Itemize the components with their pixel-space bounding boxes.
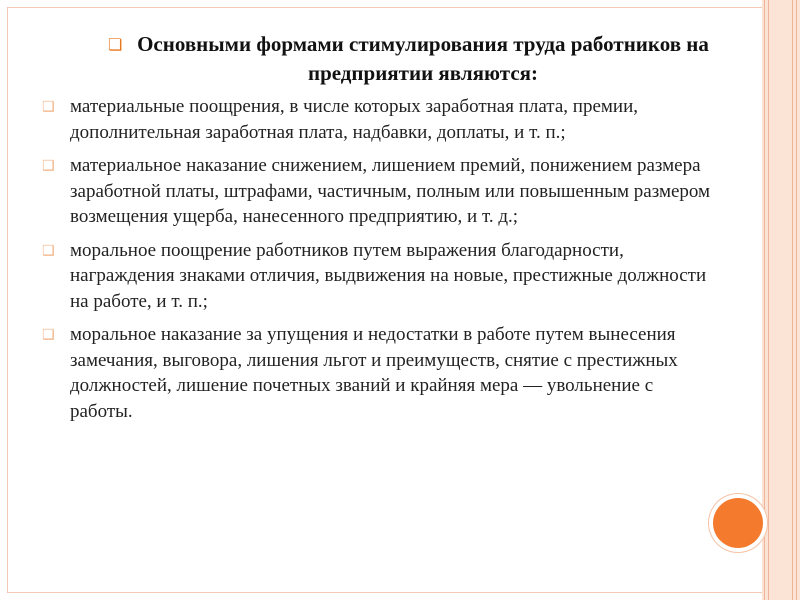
decorative-orange-circle [713, 498, 763, 548]
list-item-text: моральное поощрение работников путем выражения благодарности, награждения знаками отличия, выдвижения на новые, престижные должности на работе, и т. п.; [70, 239, 707, 312]
list-item-text: материальное наказание снижением, лишением премий, понижением размера заработной платы, штрафами, частичным, полным или повышенным размером возмещения ущерба, нанесенного предприятию, и т. д.; [70, 155, 711, 227]
decorative-side-band [762, 0, 800, 600]
bullet-list [42, 94, 712, 424]
list-item [42, 238, 712, 315]
heading-row [42, 30, 712, 88]
square-bullet-icon: ❑ [42, 242, 55, 259]
square-bullet-icon: ❑ [42, 158, 55, 174]
list-item-text: материальные поощрения, в числе которых заработная плата, премии, дополнительная заработная плата, надбавки, доплаты, и т. п.; [70, 96, 638, 143]
slide-heading: Основными формами стимулирования труда работников на предприятии являются: [137, 32, 709, 85]
list-item [42, 322, 712, 424]
list-item [42, 94, 712, 145]
band-line [796, 0, 797, 600]
slide-content [42, 30, 712, 432]
list-item [42, 153, 712, 230]
band-line [764, 0, 765, 600]
list-item-text: моральное наказание за упущения и недостатки в работе путем вынесения замечания, выговора, лишения льгот и преимуществ, снятие с престижных должностей, лишение почетных званий и крайняя мера — увольнение с работы. [70, 324, 678, 422]
checkbox-bullet-icon: ❏ [108, 35, 123, 54]
band-line [768, 0, 769, 600]
square-bullet-icon: ❑ [42, 99, 55, 115]
square-bullet-icon: ❑ [42, 327, 55, 343]
band-line [792, 0, 793, 600]
